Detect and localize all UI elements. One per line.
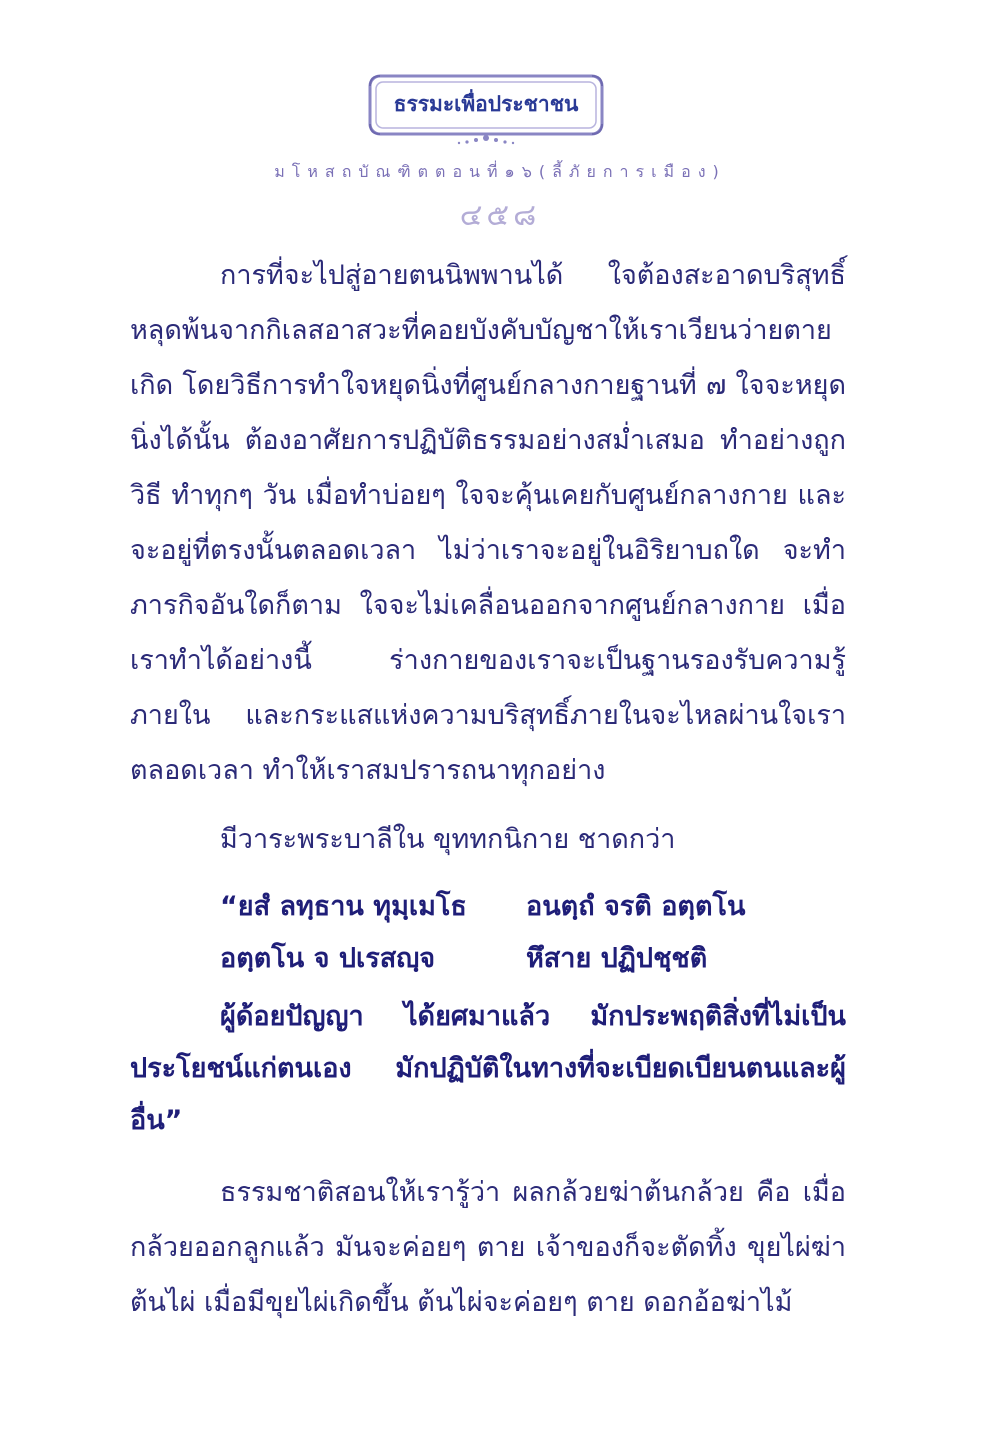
verse-left: อตฺตโน จ ปเรสญฺจ <box>220 943 436 974</box>
verse-translation: ผู้ด้อยปัญญา ได้ยศมาแล้ว มักประพฤติสิ่งที่ไม่เป็นประโยชน์แก่ตนเอง มักปฏิบัติในทางที่จะเบียดเบียนตนและผู้อื่น” <box>130 1001 846 1136</box>
paragraph-2: มีวาระพระบาลีใน ขุททกนิกาย ชาดกว่า <box>220 824 676 855</box>
paragraph-1: การที่จะไปสู่อายตนนิพพานได้ ใจต้องสะอาดบริสุทธิ์หลุดพ้นจากกิเลสอาสวะที่คอยบังคับบัญชาให้เราเวียนว่ายตายเกิด โดยวิธีการทำใจหยุดนิ่งที่ศูนย์กลางกายฐานที่ ๗ ใจจะหยุดนิ่งได้นั้น ต้องอาศัยการปฏิบัติธรรมอย่างสม่ำเสมอ ทำอย่างถูกวิธี ทำทุกๆ วัน เมื่อทำบ่อยๆ ใจจะคุ้นเคยกับศูนย์กลางกาย และจะอยู่ที่ตรงนั้นตลอดเวลา ไม่ว่าเราจะอยู่ในอิริยาบถใด จะทำภารกิจอันใดก็ตาม ใจจะไม่เคลื่อนออกจากศูนย์กลางกาย เมื่อเราทำได้อย่างนี้ ร่างกายของเราจะเป็นฐานรองรับความรู้ภายใน และกระแสแห่งความบริสุทธิ์ภายในจะไหลผ่านใจเราตลอดเวลา ทำให้เราสมปรารถนาทุกอย่าง <box>130 260 846 786</box>
page-body <box>130 248 846 1330</box>
logo-text: ธรรมะเพื่อประชาชน <box>393 92 579 116</box>
pali-verse <box>220 881 846 985</box>
verse-right: อนตฺถํ จรติ อตฺตโน <box>526 891 746 922</box>
logo <box>366 72 606 150</box>
verse-line <box>220 933 846 985</box>
verse-right: หึสาย ปฏิปชฺชติ <box>526 943 708 974</box>
verse-line <box>220 881 846 933</box>
verse-left: “ยสํ ลทฺธาน ทุมฺเมโธ <box>220 891 467 922</box>
page-number: ๔๕๘ <box>459 198 541 233</box>
ornament-icon <box>458 135 514 144</box>
chapter-subtitle: มโหสถบัณฑิตตอนที่๑๖(ลี้ภัยการเมือง) <box>274 162 726 181</box>
paragraph-3: ธรรมชาติสอนให้เรารู้ว่า ผลกล้วยฆ่าต้นกล้วย คือ เมื่อกล้วยออกลูกแล้ว มันจะค่อยๆ ตาย เจ้าของก็จะตัดทิ้ง ขุยไผ่ฆ่าต้นไผ่ เมื่อมีขุยไผ่เกิดขึ้น ต้นไผ่จะค่อยๆ ตาย ดอกอ้อฆ่าไม้ <box>130 1177 846 1318</box>
